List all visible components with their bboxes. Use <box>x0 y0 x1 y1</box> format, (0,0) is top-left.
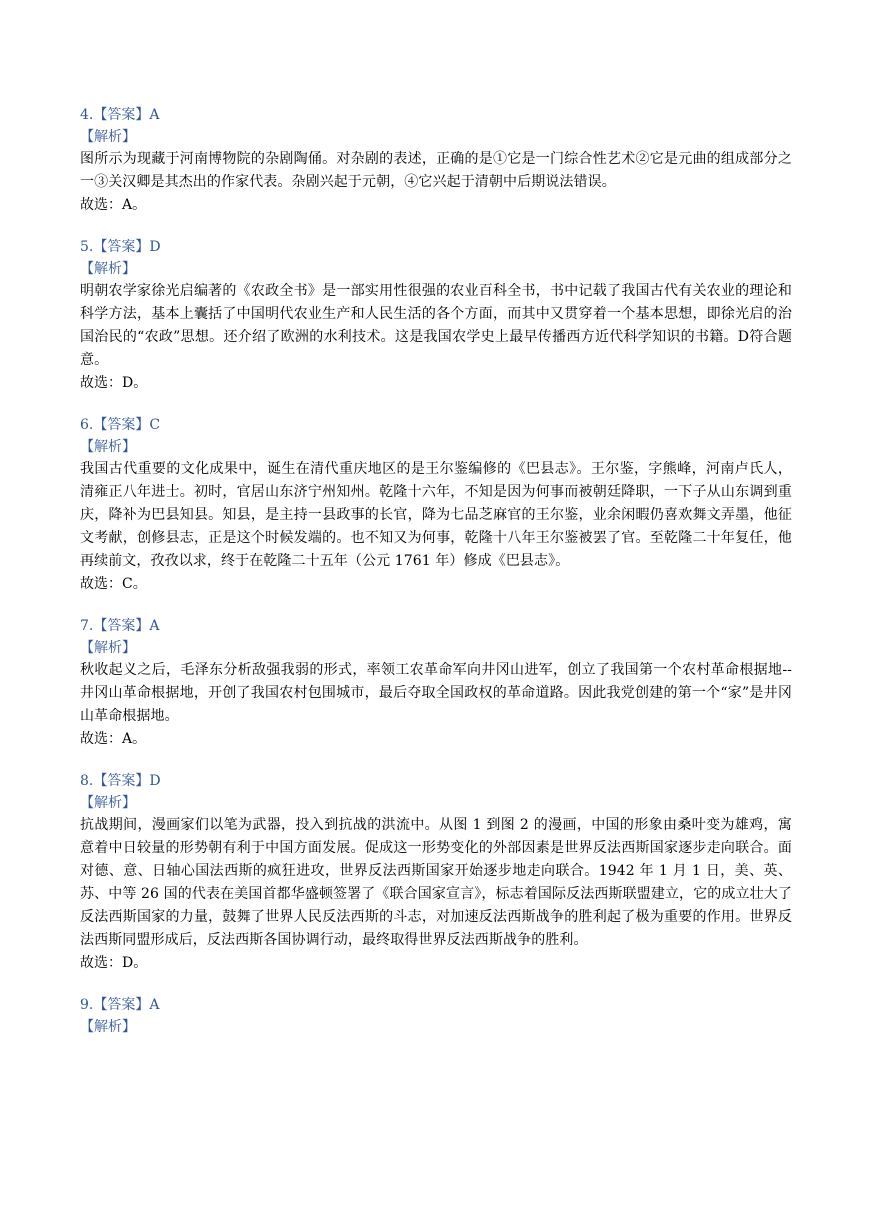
answer-tag: 【答案】 <box>93 239 150 255</box>
analysis-text: 我国古代重要的文化成果中，诞生在清代重庆地区的是王尔鉴编修的《巴县志》。王尔鉴，字熊峰，河南卢氏人，清雍正八年进士。初时，官居山东济宁州知州。乾隆十六年，不知是因为何事而被朝廷降职，一下子从山东调到重庆，降补为巴县知县。知县，是主持一县政事的长官，降为七品芝麻官的王尔鉴，业余闲暇仍喜欢舞文弄墨，他征文考献，创修县志，正是这个时候发端的。也不知又为何事，乾隆十八年王尔鉴被罢了官。至乾隆二十年复任，他再续前文，孜孜以求，终于在乾隆二十五年（公元 1761 年）修成《巴县志》。 <box>80 461 792 569</box>
answer-block-7 <box>80 615 792 750</box>
answer-line <box>80 615 792 637</box>
analysis-tag: 【解析】 <box>80 261 136 277</box>
answer-tag: 【答案】 <box>93 618 150 634</box>
question-number: 5. <box>80 239 94 255</box>
answer-tag: 【答案】 <box>93 107 150 123</box>
analysis-tag: 【解析】 <box>80 640 136 656</box>
answer-line <box>80 236 792 258</box>
answer-line <box>80 414 792 436</box>
answer-sheet <box>80 104 792 1058</box>
answer-value: A <box>149 107 160 123</box>
question-number: 7. <box>80 618 94 634</box>
answer-block-8 <box>80 770 792 974</box>
choose-line: 故选：A。 <box>80 197 147 213</box>
analysis-text: 抗战期间，漫画家们以笔为武器，投入到抗战的洪流中。从图 1 到图 2 的漫画，中国的形象由桑叶变为雄鸡，寓意着中日较量的形势朝有利于中国方面发展。促成这一形势变化的外部因素是世界反法西斯国家逐步走向联合。面对德、意、日轴心国法西斯的疯狂进攻，世界反法西斯国家开始逐步地走向联合。1942 年 1 月 1 日，美、英、苏、中等 26 国的代表在美国首都华盛顿签署了《联合国家宣言》，标志着国际反法西斯联盟建立，它的成立壮大了反法西斯国家的力量，鼓舞了世界人民反法西斯的斗志，对加速反法西斯战争的胜利起了极为重要的作用。世界反法西斯同盟形成后，反法西斯各国协调行动，最终取得世界反法西斯战争的胜利。 <box>80 817 792 948</box>
analysis-tag: 【解析】 <box>80 439 136 455</box>
answer-block-6 <box>80 414 792 595</box>
choose-line: 故选：A。 <box>80 731 147 747</box>
choose-line: 故选：D。 <box>80 955 148 971</box>
analysis-text: 明朝农学家徐光启编著的《农政全书》是一部实用性很强的农业百科全书，书中记载了我国古代有关农业的理论和科学方法，基本上囊括了中国明代农业生产和人民生活的各个方面，而其中又贯穿着一个基本思想，即徐光启的治国治民的“农政”思想。还介绍了欧洲的水利技术。这是我国农学史上最早传播西方近代科学知识的书籍。D符合题意。 <box>80 283 792 368</box>
answer-value: D <box>149 239 161 255</box>
analysis-text: 图所示为现藏于河南博物院的杂剧陶俑。对杂剧的表述，正确的是①它是一门综合性艺术②它是元曲的组成部分之一③关汉卿是其杰出的作家代表。杂剧兴起于元朝，④它兴起于清朝中后期说法错误。 <box>80 151 792 190</box>
answer-tag: 【答案】 <box>93 773 150 789</box>
answer-line <box>80 104 792 126</box>
question-number: 8. <box>80 773 94 789</box>
choose-line: 故选：D。 <box>80 375 148 391</box>
answer-tag: 【答案】 <box>93 997 150 1013</box>
answer-block-4 <box>80 104 792 216</box>
choose-line: 故选：C。 <box>80 576 147 592</box>
answer-block-9 <box>80 994 792 1038</box>
answer-block-5 <box>80 236 792 394</box>
question-number: 4. <box>80 107 94 123</box>
answer-line <box>80 994 792 1016</box>
answer-value: A <box>149 618 160 634</box>
answer-value: D <box>149 773 161 789</box>
answer-tag: 【答案】 <box>93 417 150 433</box>
analysis-tag: 【解析】 <box>80 129 136 145</box>
question-number: 6. <box>80 417 94 433</box>
answer-line <box>80 770 792 792</box>
answer-value: C <box>149 417 161 433</box>
question-number: 9. <box>80 997 94 1013</box>
analysis-text: 秋收起义之后，毛泽东分析敌强我弱的形式，率领工农革命军向井冈山进军，创立了我国第一个农村革命根据地--井冈山革命根据地，开创了我国农村包围城市，最后夺取全国政权的革命道路。因此我党创建的第一个“家”是井冈山革命根据地。 <box>80 662 792 724</box>
answer-value: A <box>149 997 160 1013</box>
analysis-tag: 【解析】 <box>80 795 136 811</box>
analysis-tag: 【解析】 <box>80 1019 136 1035</box>
